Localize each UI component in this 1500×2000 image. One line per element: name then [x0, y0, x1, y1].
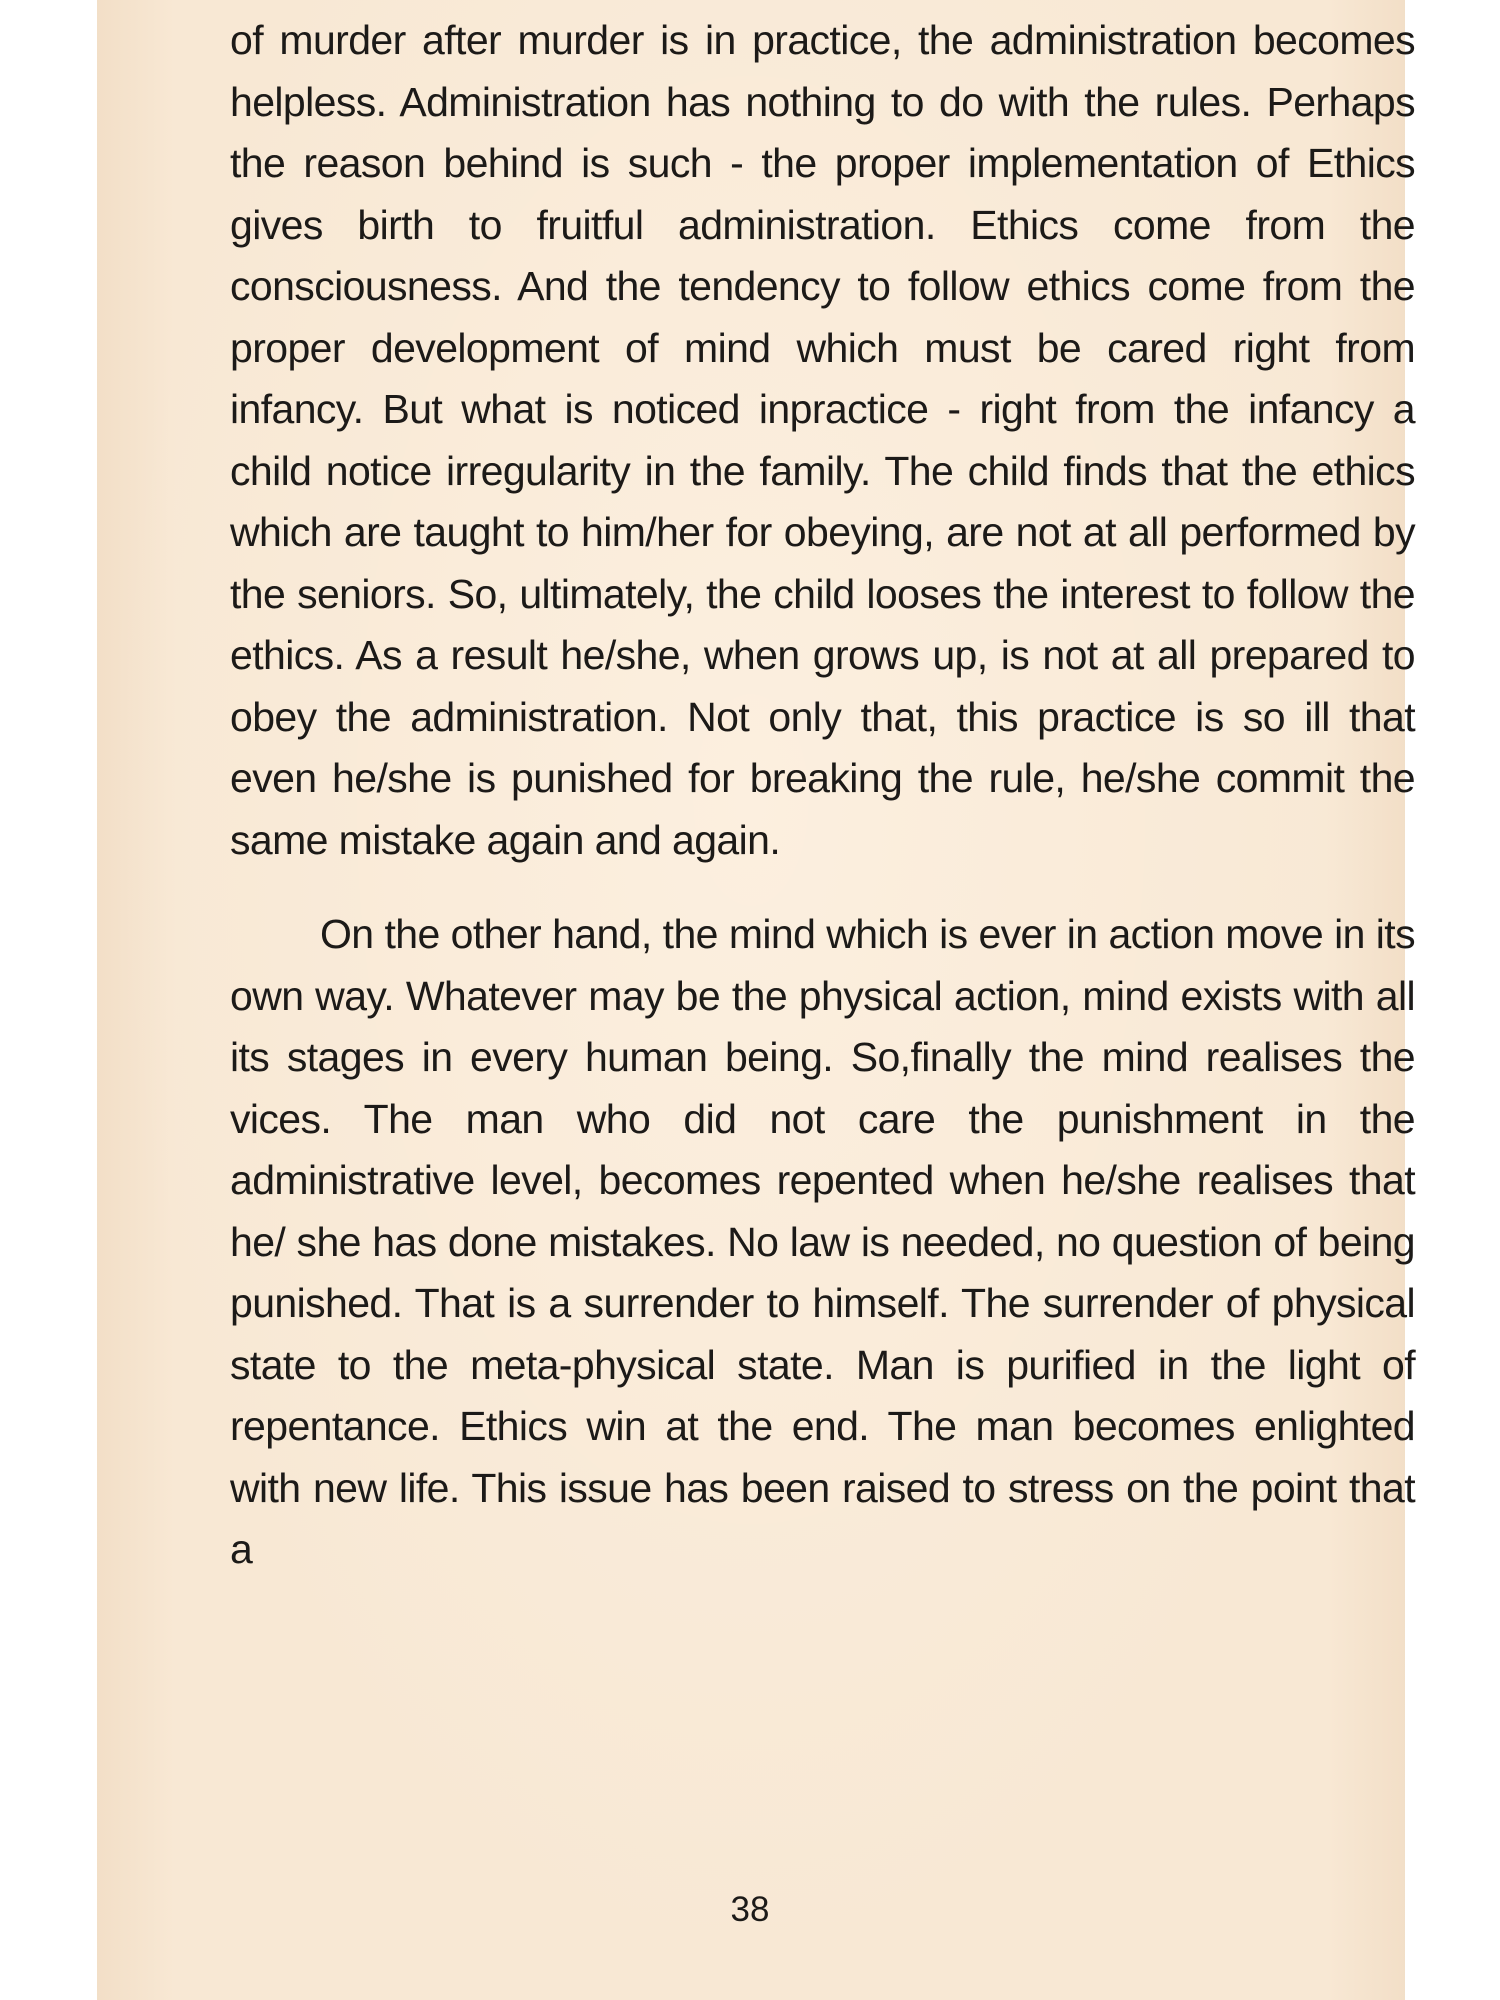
page-number: 38 — [730, 1890, 770, 1929]
body-text — [230, 10, 1415, 1581]
paragraph-2: On the other hand, the mind which is ever in action move in its own way. Whatever may be the physical action, mind exists with all its stages in every human being. So,finally the mind realises the vices. The man who did not care the punishment in the administrative level, becomes repented when he/she realises that he/ she has done mistakes. No law is needed, no question of being punished. That is a surrender to himself. The surrender of physical state to the meta-physical state. Man is purified in the light of repentance. Ethics win at the end. The man becomes enlighted with new life. This issue has been raised to stress on the point that a — [230, 911, 1415, 1572]
paragraph-1: of murder after murder is in practice, the administration becomes helpless. Administration has nothing to do with the rules. Perhaps the reason behind is such - the proper implementation of Ethics gives birth to fruitful administration. Ethics come from the consciousness. And the tendency to follow ethics come from the proper development of mind which must be cared right from infancy. But what is noticed inpractice - right from the infancy a child notice irregularity in the family. The child finds that the ethics which are taught to him/her for obeying, are not at all performed by the seniors. So, ultimately, the child looses the interest to follow the ethics. As a result he/she, when grows up, is not at all prepared to obey the administration. Not only that, this practice is so ill that even he/she is punished for breaking the rule, he/she commit the same mistake again and again. — [230, 17, 1415, 863]
book-page — [97, 0, 1415, 2000]
